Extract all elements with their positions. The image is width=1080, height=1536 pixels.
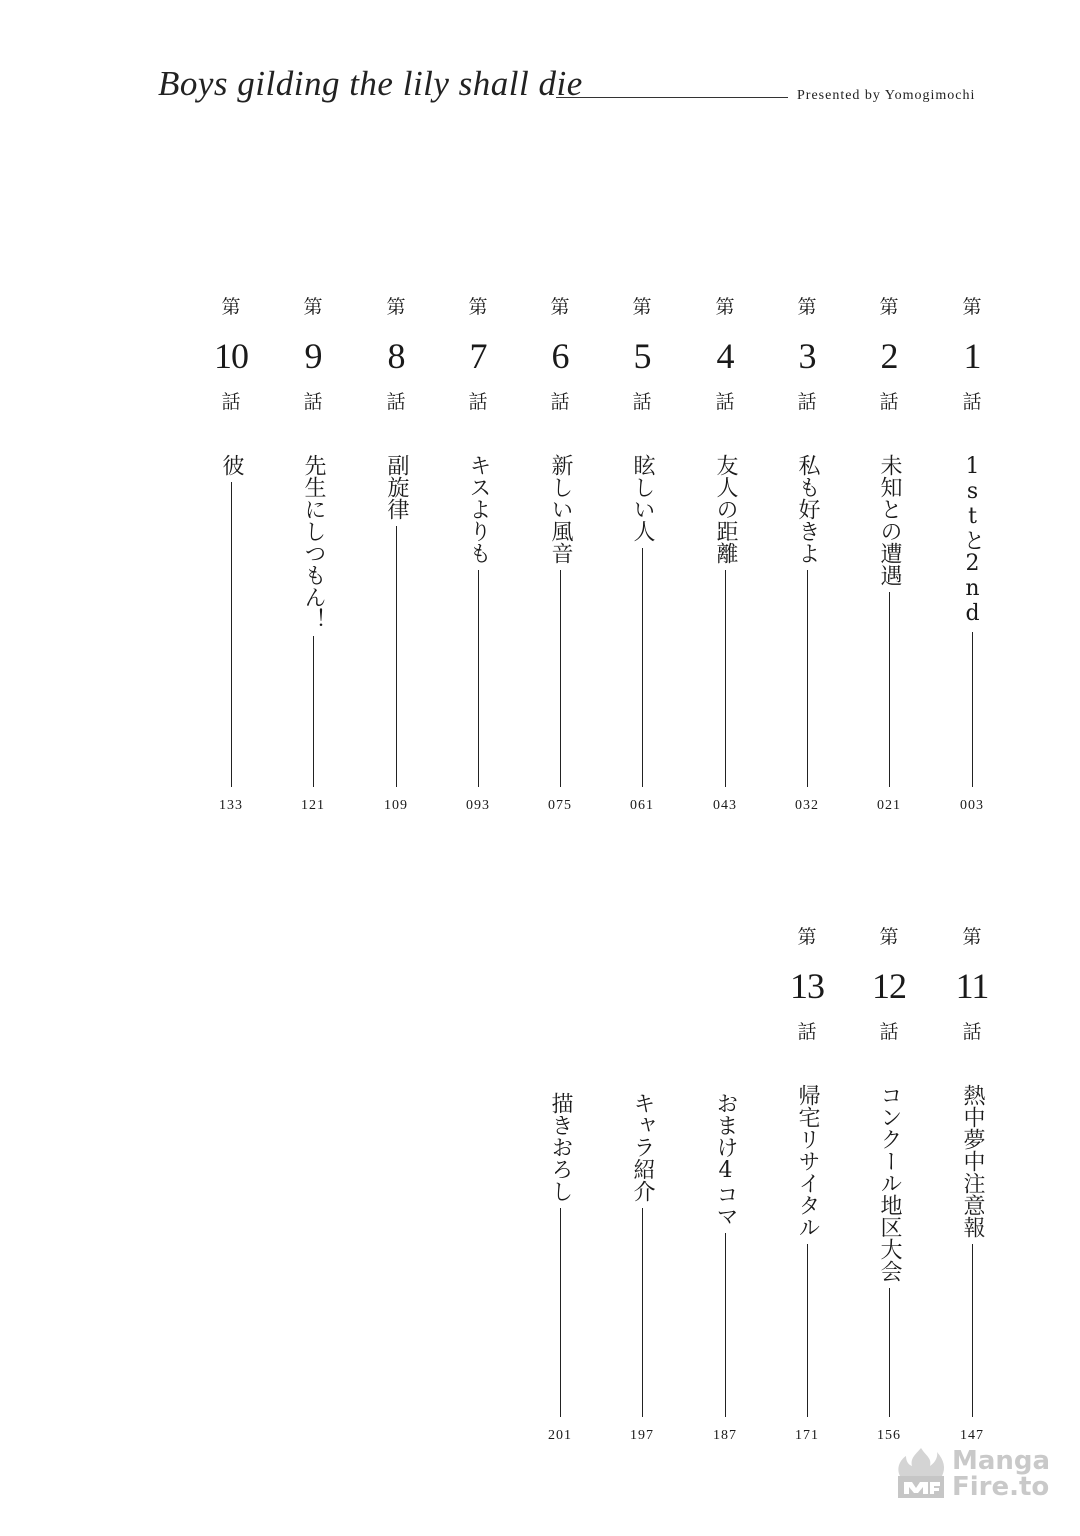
chapter-prefix: 第 xyxy=(962,926,982,948)
chapter-number: 10 xyxy=(214,336,248,376)
toc-entry-ch1[interactable] xyxy=(940,298,1004,813)
header-rule xyxy=(556,97,788,98)
chapter-title: 副旋律 xyxy=(384,454,409,520)
chapter-prefix: 第 xyxy=(386,296,406,318)
chapter-title: コンクール地区大会 xyxy=(877,1084,902,1282)
toc-entry-bonus-4koma[interactable] xyxy=(693,1092,757,1443)
chapter-suffix: 話 xyxy=(797,1021,817,1043)
page-number: 093 xyxy=(466,798,490,813)
watermark-text-line2: Fire.to xyxy=(952,1472,1050,1502)
leader-line xyxy=(972,632,973,787)
chapter-suffix: 話 xyxy=(962,1021,982,1043)
toc-entry-ch2[interactable] xyxy=(857,298,921,813)
page-header xyxy=(0,0,1080,140)
leader-line xyxy=(807,1244,808,1417)
chapter-prefix: 第 xyxy=(797,296,817,318)
chapter-title: 眩しい人 xyxy=(630,454,655,542)
page-number: 075 xyxy=(548,798,572,813)
chapter-prefix: 第 xyxy=(879,296,899,318)
page-number: 147 xyxy=(960,1428,984,1443)
toc-entry-character-intro[interactable] xyxy=(610,1092,674,1443)
leader-line xyxy=(313,636,314,787)
chapter-title: キスよりも xyxy=(466,454,491,564)
toc-entry-ch11[interactable] xyxy=(940,928,1004,1443)
chapter-title: 先生にしつもん！ xyxy=(301,454,326,630)
leader-line xyxy=(231,482,232,787)
chapter-title: 友人の距離 xyxy=(713,454,738,564)
toc-entry-ch10[interactable] xyxy=(199,298,263,813)
leader-line xyxy=(642,1208,643,1417)
mangafire-watermark xyxy=(892,1444,1062,1504)
chapter-prefix: 第 xyxy=(303,296,323,318)
toc-entry-ch5[interactable] xyxy=(610,298,674,813)
leader-line xyxy=(889,592,890,787)
toc-entry-ch8[interactable] xyxy=(364,298,428,813)
chapter-prefix: 第 xyxy=(879,926,899,948)
page-number: 043 xyxy=(713,798,737,813)
toc-entry-ch6[interactable] xyxy=(528,298,592,813)
chapter-title: 熱中夢中注意報 xyxy=(960,1084,985,1238)
chapter-title: 帰宅リサイタル xyxy=(795,1084,820,1238)
page-number: 133 xyxy=(219,798,243,813)
leader-line xyxy=(889,1288,890,1417)
page-number: 032 xyxy=(795,798,819,813)
page-number: 021 xyxy=(877,798,901,813)
toc-entry-ch9[interactable] xyxy=(281,298,345,813)
page-number: 003 xyxy=(960,798,984,813)
page-number: 187 xyxy=(713,1428,737,1443)
chapter-suffix: 話 xyxy=(879,391,899,413)
toc-entry-ch7[interactable] xyxy=(446,298,510,813)
toc-entry-ch3[interactable] xyxy=(775,298,839,813)
leader-line xyxy=(560,570,561,787)
chapter-number: 2 xyxy=(880,336,898,376)
chapter-number: 8 xyxy=(387,336,405,376)
chapter-prefix: 第 xyxy=(468,296,488,318)
chapter-suffix: 話 xyxy=(962,391,982,413)
extra-title: 描きおろし xyxy=(548,1092,573,1202)
chapter-suffix: 話 xyxy=(386,391,406,413)
chapter-number: 7 xyxy=(469,336,487,376)
leader-line xyxy=(560,1208,561,1417)
chapter-prefix: 第 xyxy=(221,296,241,318)
page-number: 201 xyxy=(548,1428,572,1443)
chapter-number: 5 xyxy=(633,336,651,376)
leader-line xyxy=(725,570,726,787)
leader-line xyxy=(478,570,479,787)
toc-entry-ch13[interactable] xyxy=(775,928,839,1443)
chapter-prefix: 第 xyxy=(962,296,982,318)
presented-by-credit: Presented by Yomogimochi xyxy=(797,88,976,103)
toc-entry-ch12[interactable] xyxy=(857,928,921,1443)
chapter-number: 13 xyxy=(790,966,824,1006)
chapter-prefix: 第 xyxy=(797,926,817,948)
chapter-suffix: 話 xyxy=(879,1021,899,1043)
chapter-number: 4 xyxy=(716,336,734,376)
chapter-suffix: 話 xyxy=(468,391,488,413)
chapter-suffix: 話 xyxy=(221,391,241,413)
chapter-prefix: 第 xyxy=(550,296,570,318)
chapter-suffix: 話 xyxy=(715,391,735,413)
leader-line xyxy=(642,548,643,787)
page-number: 121 xyxy=(301,798,325,813)
toc-entry-ch4[interactable] xyxy=(693,298,757,813)
chapter-title: 新しい風音 xyxy=(548,454,573,564)
chapter-prefix: 第 xyxy=(715,296,735,318)
extra-title: キャラ紹介 xyxy=(630,1092,655,1202)
page-number: 061 xyxy=(630,798,654,813)
leader-line xyxy=(972,1244,973,1417)
page-number: 197 xyxy=(630,1428,654,1443)
flame-box-icon xyxy=(892,1446,950,1502)
chapter-title: 1stと2nd xyxy=(960,454,985,626)
leader-line xyxy=(807,570,808,787)
chapter-number: 6 xyxy=(551,336,569,376)
chapter-title: 未知との遭遇 xyxy=(877,454,902,586)
toc-entry-new-drawings[interactable] xyxy=(528,1092,592,1443)
page-number: 171 xyxy=(795,1428,819,1443)
page-number: 156 xyxy=(877,1428,901,1443)
leader-line xyxy=(725,1233,726,1417)
chapter-title: 私も好きよ xyxy=(795,454,820,564)
watermark-text-line1: Manga xyxy=(952,1446,1051,1476)
chapter-prefix: 第 xyxy=(632,296,652,318)
page-number: 109 xyxy=(384,798,408,813)
chapter-number: 12 xyxy=(872,966,906,1006)
chapter-suffix: 話 xyxy=(797,391,817,413)
chapter-number: 11 xyxy=(955,966,989,1006)
chapter-number: 3 xyxy=(798,336,816,376)
chapter-number: 1 xyxy=(963,336,981,376)
chapter-number: 9 xyxy=(304,336,322,376)
chapter-title: 彼 xyxy=(219,454,244,476)
extra-title: おまけ4コマ xyxy=(713,1092,738,1227)
chapter-suffix: 話 xyxy=(550,391,570,413)
series-script-title: Boys gilding the lily shall die xyxy=(158,64,583,103)
chapter-suffix: 話 xyxy=(303,391,323,413)
chapter-suffix: 話 xyxy=(632,391,652,413)
leader-line xyxy=(396,526,397,787)
